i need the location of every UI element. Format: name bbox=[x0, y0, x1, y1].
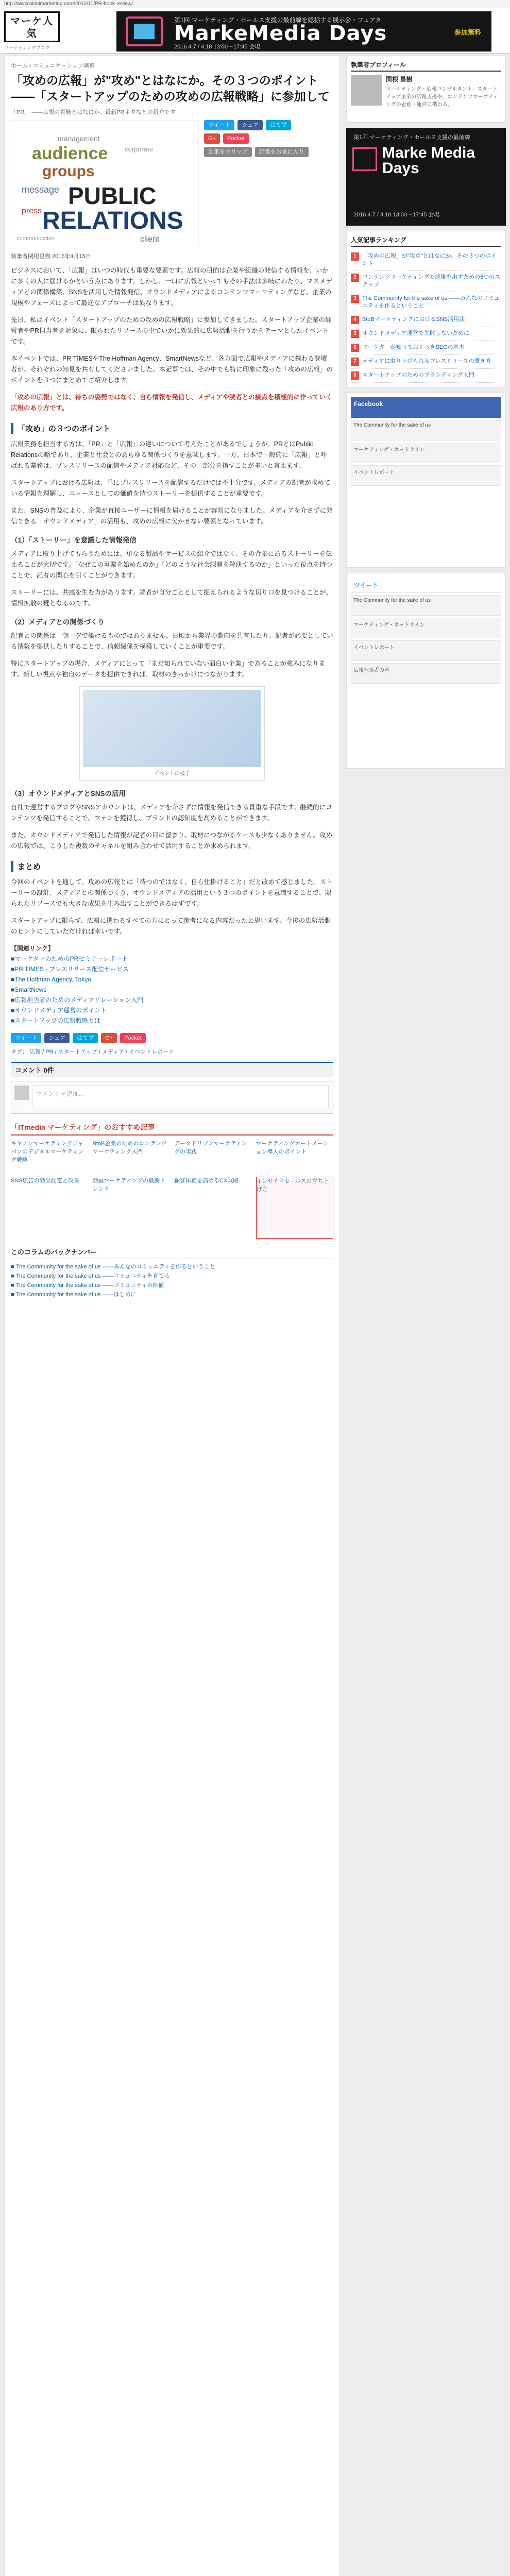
body-paragraph: 広報業務を担当する方は、「PR」と「広報」の違いについて考えたことがあるでしょうか。PRとはPublic Relationsの略であり、企業と社会とのあらゆる関係づくりを意味します。一方、日本で一般的に「広報」と呼ばれる業務は、プレスリリースの配信やメディア対応など、その一部分を指すことが多いと言えます。 bbox=[11, 440, 327, 469]
avatar bbox=[351, 75, 382, 106]
hatena-bookmark-button[interactable]: はてブ bbox=[266, 120, 291, 130]
ranking-widget bbox=[346, 231, 506, 387]
article-top bbox=[11, 120, 333, 249]
recommend-item[interactable]: SNS広告の効果測定と改善 bbox=[11, 1178, 79, 1184]
site-logo[interactable] bbox=[4, 11, 60, 42]
body-paragraph: 記者との関係は一朝一夕で築けるものではありません。日頃から業界の動向を共有したり、記者が必要としている情報を提供したりすることで、信頼関係を構築していくことが重要です。 bbox=[11, 632, 333, 650]
body-paragraph: また、SNSの普及により、企業が直接ユーザーに情報を届けることが容易になりました。メディアを介さずに発信できる「オウンドメディア」の活用も、攻めの広報に欠かせない要素となっています。 bbox=[11, 507, 333, 525]
word-cloud-word: PUBLIC bbox=[68, 182, 157, 209]
subsection-heading: （3）オウンドメディアとSNSの活用 bbox=[11, 790, 126, 798]
breadcrumb[interactable]: ホーム › コミュニケーション戦略 bbox=[11, 63, 95, 69]
banner-logo-fill bbox=[134, 24, 155, 39]
reference-links bbox=[11, 943, 333, 1026]
word-cloud-word: RELATIONS bbox=[42, 207, 183, 234]
ranking-label: The Community for the sake of us ――みんなのコミュニティを作るということ bbox=[362, 295, 500, 309]
section-heading: 「攻め」の３つのポイント bbox=[11, 423, 333, 434]
ranking-item[interactable] bbox=[351, 341, 501, 355]
author-description: マーケティング・広報コンサルタント。スタートアップ企業の広報支援や、コンテンツマーケティングの企画・運営に携わる。 bbox=[386, 87, 498, 108]
body-paragraph: 本イベントでは、PR TIMESやThe Hoffman Agency、SmartNewsなど、各方面で広報やメディアに携わる登壇者が、それぞれの知見を共有してくださいました。本記事では、その中でも特に印象に残った「攻めの広報」のポイントを３つにまとめてご紹介します。 bbox=[11, 355, 333, 384]
clip-button[interactable]: 記事をクリップ bbox=[204, 147, 252, 157]
banner-title: MarkeMedia Days bbox=[174, 22, 387, 45]
word-cloud-svg bbox=[11, 121, 199, 246]
top-url: http://www.ninkimarketing.com/2015/11/PR-book-review/ bbox=[4, 1, 133, 7]
banner-small-text: 第1回 マーケティング・セールス支援の最前線を総括する展示会・フェアタ bbox=[174, 16, 382, 24]
figure-image bbox=[83, 690, 261, 767]
body-paragraph: ビジネスにおいて、「広報」はいつの時代も重要な要素です。広報の目的は企業や組織の発信する情報を、いかに多くの人に届けるかという点にあります。しかし、一口に広報といってもその手法は多岐にわたり、マスメディアとの関係構築、SNSを活用した情報発信、オウンドメディアによるコンテンツマーケティングなど、企業の規模やフェーズによって最適なアプローチは異なります。 bbox=[11, 267, 333, 307]
twitter-share-button[interactable]: ツイート bbox=[204, 120, 234, 130]
googleplus-share-button[interactable]: G+ bbox=[204, 133, 220, 144]
ranking-label: コンテンツマーケティングで成果を出すための5つのステップ bbox=[362, 274, 501, 288]
twitter-widget bbox=[346, 573, 506, 769]
intro-quote: 「攻めの広報」とは、待ちの姿勢ではなく、自ら情報を発信し、メディアや読者との接点を積極的に作っていく広報のあり方です。 bbox=[11, 394, 332, 412]
backnumber-list bbox=[11, 1262, 333, 1299]
word-cloud-word: corporate bbox=[125, 145, 153, 153]
recommend-item[interactable]: キヤノンマーケティングジャパンのデジタルマーケティング戦略 bbox=[11, 1141, 84, 1163]
facebook-widget-title[interactable]: Facebook bbox=[351, 397, 501, 418]
body-paragraph: また、オウンドメディアで発信した情報が記者の目に留まり、取材につながるケースも少なくありません。攻めの広報では、こうした複数のチャネルを組み合わせて活用することが求められます。 bbox=[11, 832, 333, 850]
comments-title: コメント bbox=[15, 1066, 42, 1074]
body-paragraph: ストーリーには、共感を生む力があります。読者が自分ごととして捉えられるような切り口を見つけることが、情報拡散の鍵となるのです。 bbox=[11, 589, 333, 607]
recommend-heading: 「ITmedia マーケティング」のおすすめ記事 bbox=[11, 1122, 333, 1136]
hero-word-cloud-image bbox=[11, 120, 199, 246]
sidebar bbox=[346, 56, 506, 774]
rank-number: 4 bbox=[351, 316, 359, 324]
ranking-label: 「攻めの広報」が"攻め"とはなにか。その３つのポイント bbox=[362, 253, 497, 267]
ranking-title: 人気記事ランキング bbox=[351, 235, 501, 247]
backnumber-item[interactable]: ■ The Community for the sake of us ――みんなのコミュニティを作るということ bbox=[11, 1264, 215, 1270]
body-paragraph: スタートアップにおける広報は、単にプレスリリースを配信するだけでは不十分です。メディアの記者が求めている情報を理解し、ニュースとしての価値を持つストーリーを提供することが重要です。 bbox=[11, 479, 331, 497]
article-main bbox=[4, 56, 340, 2576]
sidebar-banner-mark bbox=[352, 147, 377, 171]
word-cloud-word: communication bbox=[16, 235, 55, 242]
site-header bbox=[0, 8, 510, 54]
word-cloud-word: message bbox=[22, 184, 60, 195]
rank-number: 8 bbox=[351, 371, 359, 380]
tweet[interactable]: The Community for the sake of us bbox=[351, 595, 501, 616]
word-cloud-word: management bbox=[58, 134, 100, 143]
body-paragraph: 今回のイベントを通して、攻めの広報とは「待つのではなく、自ら仕掛けること」だと改めて感じました。ストーリーの設計、メディアとの関係づくり、オウンドメディアの活用という３つのポイントを意識することで、限られたリソースでも大きな成果を生み出すことができるはずです。 bbox=[11, 878, 333, 907]
sidebar-ad-banner[interactable] bbox=[346, 128, 506, 226]
ranking-item[interactable] bbox=[351, 271, 501, 292]
reference-link[interactable]: ■SmartNews bbox=[11, 986, 47, 993]
body-paragraph: 自社で運営するブログやSNSアカウントは、メディアを介さずに情報を発信できる貴重な手段です。継続的にコンテンツを発信することで、ファンを獲得し、ブランドの認知度を高めることができます。 bbox=[11, 804, 332, 822]
backnumber-item[interactable]: ■ The Community for the sake of us ――コミュニティの価値 bbox=[11, 1282, 164, 1289]
author-widget bbox=[346, 56, 506, 123]
comment-box bbox=[11, 1081, 333, 1114]
author-name[interactable]: 関根 昌樹 bbox=[386, 76, 413, 83]
ranking-item[interactable] bbox=[351, 313, 501, 327]
author-widget-title: 執筆者プロフィール bbox=[351, 60, 501, 72]
reference-link[interactable]: ■PR TIMES - プレスリリース配信サービス bbox=[11, 965, 129, 973]
reference-link[interactable]: ■オウンドメディア運営のポイント bbox=[11, 1007, 107, 1014]
rank-number: 3 bbox=[351, 295, 359, 303]
article-figure bbox=[79, 686, 265, 781]
ranking-label: オウンドメディア運営で失敗しないために bbox=[362, 330, 470, 336]
pocket-save-button[interactable]: Pocket bbox=[223, 133, 249, 144]
ranking-label: BtoBマーケティングにおけるSNS活用法 bbox=[362, 316, 465, 323]
body-paragraph: 先日、私はイベント「スタートアップのための攻めの広報戦略」に参加してきました。スタートアップ企業の経営者やPR担当者を対象に、限られたリソースの中でいかに効果的に広報活動を行うかをテーマとしたイベントです。 bbox=[11, 316, 332, 345]
word-cloud-word: audience bbox=[32, 144, 108, 163]
facebook-widget bbox=[346, 393, 506, 568]
body-paragraph: スタートアップに限らず、広報に携わるすべての方にとって参考になる内容だったと思います。今後の広報活動のヒントにしていただければ幸いです。 bbox=[11, 917, 331, 935]
avatar bbox=[14, 1086, 29, 1100]
site-logo-sub: マーケティングブログ bbox=[4, 45, 50, 50]
tweet[interactable]: マーケティング・ホットライン bbox=[351, 618, 501, 638]
word-cloud-word: groups bbox=[42, 163, 95, 180]
banner-date: 2016.4.7 / 4.18 13:00〜17:45 会場 bbox=[174, 44, 261, 50]
bottom-share-row bbox=[11, 1033, 333, 1043]
rank-number: 6 bbox=[351, 344, 359, 352]
ranking-label: マーケターが知っておくべきSEOの基本 bbox=[362, 344, 465, 350]
tweet[interactable]: イベントレポート bbox=[351, 640, 501, 661]
recommend-ad[interactable] bbox=[256, 1177, 334, 1239]
tags-list[interactable]: 広報 / PR / スタートアップ / メディア / イベントレポート bbox=[29, 1049, 175, 1055]
ranking-item[interactable] bbox=[351, 355, 501, 369]
banner-tag: 参加無料 bbox=[454, 28, 481, 36]
ranking-label: メディアに取り上げられるプレスリリースの書き方 bbox=[362, 358, 491, 364]
facebook-post[interactable]: マーケティング・ホットライン bbox=[351, 443, 501, 463]
facebook-post[interactable]: The Community for the sake of us bbox=[351, 420, 501, 440]
comment-input[interactable]: コメントを追加... bbox=[32, 1086, 329, 1108]
site-logo-text: マーケ人気 bbox=[10, 15, 54, 39]
figure-caption: イベントの様子 bbox=[154, 771, 190, 777]
tags-label: タグ： bbox=[11, 1049, 28, 1055]
ranking-item[interactable] bbox=[351, 292, 501, 313]
word-cloud-word: client bbox=[140, 235, 160, 244]
hatena-bookmark-button[interactable]: はてブ bbox=[73, 1033, 98, 1043]
article-title: 「攻めの広報」が"攻め"とはなにか。その３つのポイント ――「スタートアップのための攻めの広報戦略」に参加して bbox=[11, 74, 330, 103]
rank-number: 2 bbox=[351, 274, 359, 282]
recommend-item[interactable]: 動画マーケティングの最新トレンド bbox=[92, 1178, 166, 1192]
comments-heading bbox=[11, 1062, 333, 1077]
ranking-item[interactable] bbox=[351, 369, 501, 383]
ranking-item[interactable] bbox=[351, 250, 501, 271]
recommend-item[interactable]: BtoB企業のためのコンテンツマーケティング入門 bbox=[92, 1141, 167, 1155]
sidebar-banner-title: Marke Media Days bbox=[382, 144, 475, 177]
reference-link[interactable]: ■スタートアップの広報戦略とは bbox=[11, 1017, 101, 1024]
backnumber-item[interactable]: ■ The Community for the sake of us ――はじめに bbox=[11, 1292, 137, 1298]
body-paragraph: メディアに取り上げてもらうためには、単なる製品やサービスの紹介ではなく、その背景にあるストーリーを伝えることが大切です。「なぜこの事業を始めたのか」「どのような社会課題を解決するのか」といった視点を持つことで、記者の関心を引くことができます。 bbox=[11, 550, 333, 579]
reference-link[interactable]: ■マーケターのためのPRセミナーレポート bbox=[11, 955, 128, 962]
subsection-heading: （2）メディアとの関係づくり bbox=[11, 618, 105, 626]
tweet[interactable]: 広報担当者の声 bbox=[351, 663, 501, 684]
sidebar-banner-top: 第1回 マーケティング・セールス支援の最前線 bbox=[353, 134, 470, 141]
byline: 執筆者関根昌樹 2016年4月15日 bbox=[11, 253, 91, 260]
facebook-post[interactable]: イベントレポート bbox=[351, 465, 501, 486]
favorite-button[interactable]: 記事をお気に入り bbox=[255, 147, 309, 157]
sidebar-banner-date: 2016.4.7 / 4.18 13:00〜17:45 会場 bbox=[353, 212, 440, 218]
comments-count: 0件 bbox=[43, 1066, 54, 1074]
tag-line bbox=[11, 1047, 333, 1056]
googleplus-share-button[interactable]: G+ bbox=[101, 1033, 117, 1043]
rank-number: 7 bbox=[351, 358, 359, 366]
share-box bbox=[204, 120, 328, 160]
body-paragraph: 特にスタートアップの場合、メディアにとって「まだ知られていない面白い企業」であることが強みになります。新しい視点や独自のデータを提供できれば、取材のきっかけにつながります。 bbox=[11, 660, 326, 678]
recommend-grid bbox=[11, 1140, 333, 1239]
refs-label: 【関連リンク】 bbox=[11, 945, 54, 952]
ranking-label: スタートアップのためのブランディング入門 bbox=[362, 372, 474, 378]
reference-link[interactable]: ■The Hoffman Agency, Tokyo bbox=[11, 976, 91, 983]
backnumber-heading: このコラムのバックナンバー bbox=[11, 1247, 333, 1259]
ranking-item[interactable] bbox=[351, 327, 501, 341]
header-ad-banner[interactable] bbox=[116, 11, 491, 52]
pocket-save-button[interactable]: Pocket bbox=[120, 1033, 146, 1043]
section-heading: まとめ bbox=[11, 861, 333, 872]
article-subtitle: 「PR」 ――広報の真髄とはなにか。最新PRネタなどの紹介です bbox=[11, 109, 176, 115]
reference-link[interactable]: ■広報担当者のためのメディアリレーション入門 bbox=[11, 996, 144, 1004]
recommend-item[interactable]: データドリブンマーケティングの実践 bbox=[174, 1141, 247, 1155]
rank-number: 1 bbox=[351, 252, 359, 261]
rank-number: 5 bbox=[351, 330, 359, 338]
recommend-item[interactable]: 顧客体験を高めるCX戦略 bbox=[174, 1178, 239, 1184]
top-url-bar bbox=[0, 0, 510, 8]
backnumber-item[interactable]: ■ The Community for the sake of us ――コミュニティを育てる bbox=[11, 1273, 170, 1279]
facebook-share-button[interactable]: シェア bbox=[237, 120, 263, 130]
subsection-heading: （1）「ストーリー」を意識した情報発信 bbox=[11, 536, 137, 544]
facebook-share-button[interactable]: シェア bbox=[44, 1033, 70, 1043]
twitter-widget-title[interactable]: ツイート bbox=[351, 578, 501, 593]
recommend-item[interactable]: インサイドセールスの立ち上げ方 bbox=[256, 1178, 329, 1193]
twitter-share-button[interactable]: ツイート bbox=[11, 1033, 41, 1043]
word-cloud-word: press bbox=[22, 207, 42, 215]
recommend-item[interactable]: マーケティングオートメーション導入のポイント bbox=[256, 1141, 329, 1155]
